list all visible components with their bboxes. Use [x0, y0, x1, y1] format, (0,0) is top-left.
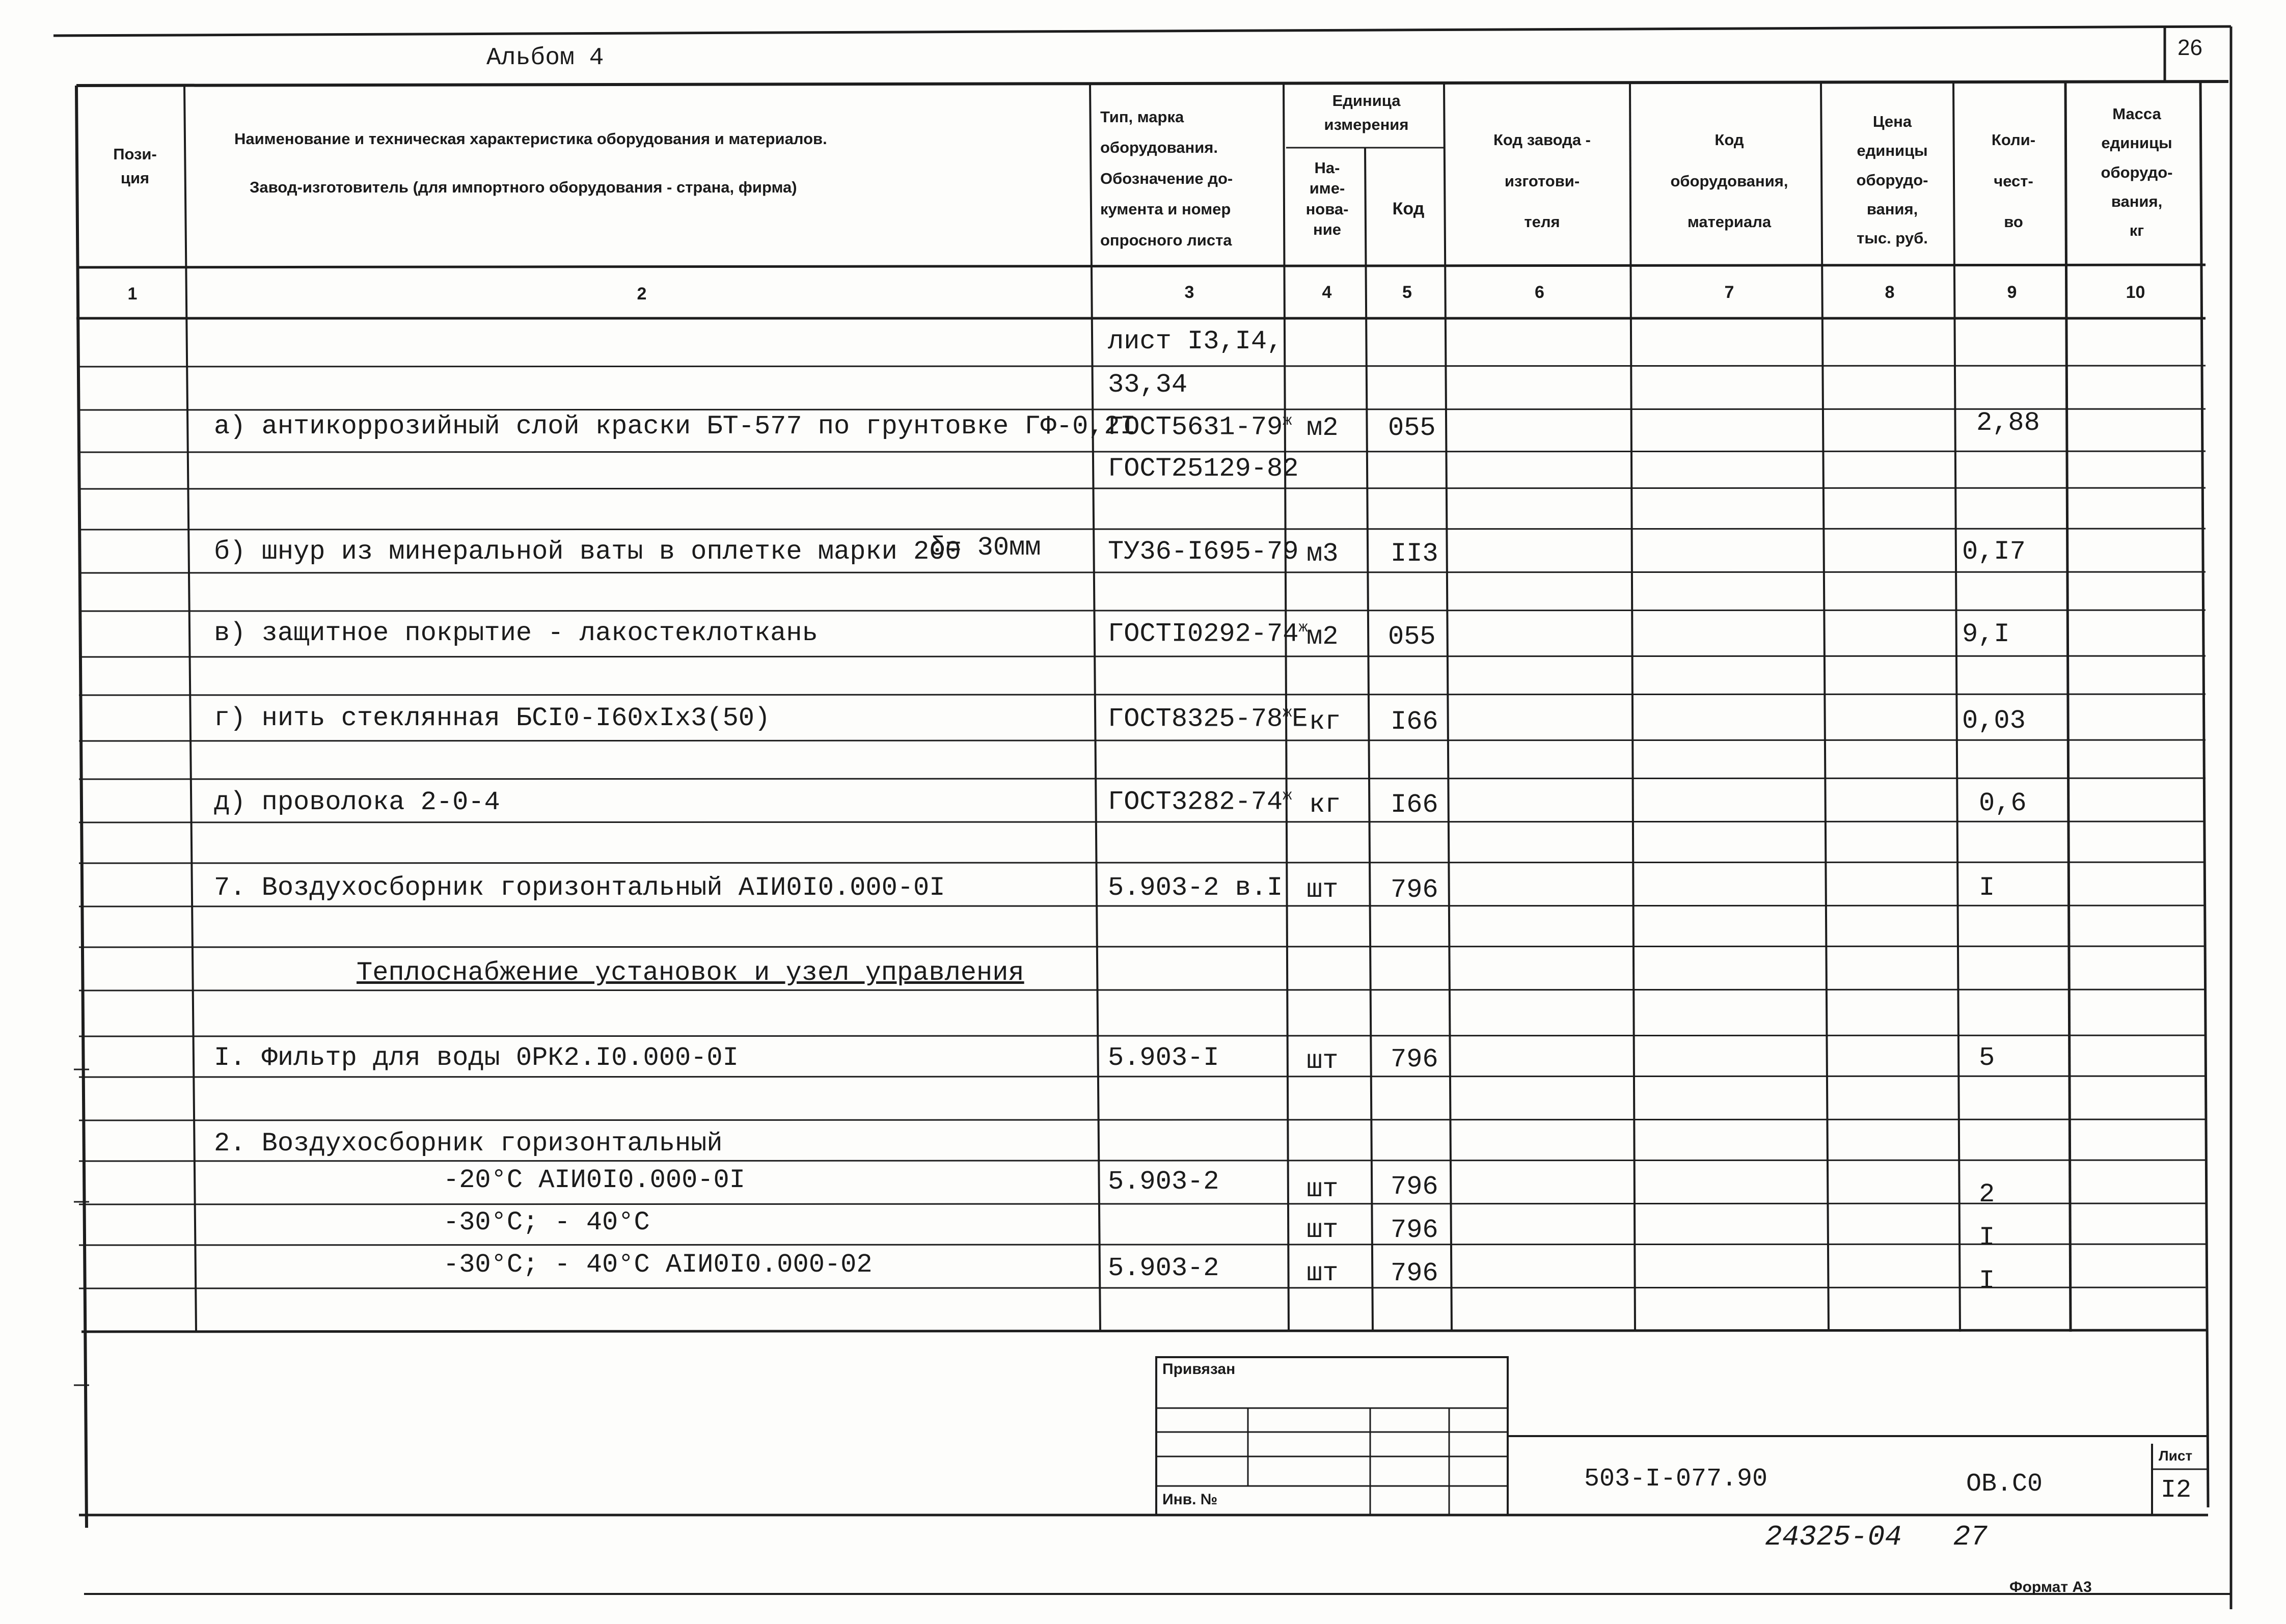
col-number: 1	[127, 284, 138, 304]
row-name: а) антикоррозийный слой краски БТ-577 по грунтовке ГФ-0,2I	[214, 411, 1136, 442]
row-name-extra: δ= 30мм	[930, 533, 1041, 563]
col-number: 2	[637, 284, 647, 304]
row-doc: ГОСТI0292-74	[1108, 619, 1299, 649]
row-unit: шт	[1307, 1174, 1339, 1204]
col-number: 8	[1885, 283, 1895, 302]
col-number: 5	[1402, 283, 1412, 302]
row-name: -30°С; - 40°С АIИ0I0.000-02	[443, 1250, 873, 1280]
row-qty: 0,6	[1979, 788, 2027, 818]
section-title: Теплоснабжение установок и узел управления	[357, 958, 1024, 988]
row-unit: шт	[1307, 1215, 1339, 1245]
row-name: г) нить стеклянная БСI0-I60хIх3(50)	[214, 703, 771, 733]
header-equipment-code: Код оборудования, материала	[1670, 131, 1788, 231]
stamp-mark: ОВ.С0	[1966, 1470, 2043, 1499]
row-doc: 5.903-2 в.I	[1108, 873, 1283, 903]
header-unit: Единица измерения	[1324, 92, 1409, 133]
row-doc: 5.903-I	[1108, 1043, 1219, 1073]
row-doc: лист I3,I4,	[1108, 326, 1283, 356]
row-qty: 9,I	[1962, 619, 2010, 649]
header-mass: Масса единицы оборудо- вания, кг	[2101, 105, 2173, 240]
header-position: Пози- ция	[113, 145, 157, 187]
row-qty: I	[1979, 1266, 1995, 1296]
row-qty: 0,03	[1962, 706, 2026, 736]
row-doc: 5.903-2	[1108, 1253, 1219, 1283]
row-doc-mark: ж	[1298, 619, 1308, 637]
row-code: 796	[1391, 1258, 1438, 1288]
row-qty: 2	[1979, 1179, 1995, 1209]
row-name: -30°С; - 40°С	[443, 1207, 650, 1237]
col-number: 3	[1184, 283, 1194, 302]
row-doc: ГОСТ8325-78	[1108, 704, 1283, 734]
header-unit-code: Код	[1392, 199, 1425, 218]
row-qty: 2,88	[1976, 408, 2040, 438]
row-unit: м2	[1307, 413, 1339, 443]
row-unit: шт	[1307, 875, 1339, 905]
row-name: -20°С АIИ0I0.000-0I	[443, 1165, 745, 1195]
stamp-inv-number: Инв. №	[1162, 1491, 1218, 1508]
row-doc-mark: ж	[1283, 704, 1292, 722]
header-type-document: Тип, марка оборудования. Обозначение до- кумента и номер опросного листа	[1100, 108, 1233, 249]
row-unit: кг	[1309, 707, 1341, 737]
row-code: 796	[1391, 875, 1438, 905]
row-unit: м2	[1307, 622, 1339, 652]
row-unit: шт	[1307, 1258, 1339, 1288]
col-number: 9	[2007, 283, 2017, 302]
header-price: Цена единицы оборудо- вания, тыс. руб.	[1856, 113, 1928, 247]
row-code: 796	[1391, 1044, 1438, 1075]
row-unit: шт	[1307, 1046, 1339, 1076]
row-name: в) защитное покрытие - лакостеклоткань	[214, 618, 818, 648]
row-unit: м3	[1307, 539, 1339, 569]
col-number: 10	[2126, 283, 2145, 302]
row-doc: ТУ36-I695-79	[1108, 537, 1299, 567]
album-label: Альбом 4	[486, 44, 604, 72]
row-code: I66	[1391, 707, 1438, 737]
row-unit: кг	[1309, 790, 1341, 820]
stamp-list-number: I2	[2161, 1476, 2192, 1505]
col-number: 4	[1322, 283, 1332, 302]
stamp-list-label: Лист	[2159, 1448, 2193, 1464]
row-name: б) шнур из минеральной ваты в оплетке марки 200	[214, 537, 961, 567]
header-name-line2: Завод-изготовитель (для импортного оборудования - страна, фирма)	[250, 178, 797, 196]
row-qty: 5	[1979, 1043, 1995, 1073]
row-qty: 0,I7	[1962, 537, 2026, 567]
row-code: 055	[1388, 622, 1436, 652]
row-name: I. Фильтр для воды 0РК2.I0.000-0I	[214, 1043, 739, 1073]
format-label: Формат А3	[2009, 1579, 2092, 1595]
row-doc: ГОСТ25129-82	[1108, 454, 1299, 484]
row-code: 796	[1391, 1172, 1438, 1202]
header-quantity: Коли- чест- во	[1991, 131, 2036, 231]
row-doc: 5.903-2	[1108, 1167, 1219, 1197]
row-doc-mark: ж	[1283, 787, 1292, 805]
row-doc: ГОСТ5631-79	[1108, 412, 1283, 443]
header-name-line1: Наименование и техническая характеристика оборудования и материалов.	[234, 130, 827, 148]
stamp-privyazan: Привязан	[1162, 1361, 1236, 1378]
row-code: II3	[1391, 539, 1438, 569]
header-unit-name: На- име- нова- ние	[1305, 159, 1349, 238]
row-code: 055	[1388, 413, 1436, 443]
sheet-number-top: 26	[2178, 35, 2202, 60]
row-qty: I	[1979, 873, 1995, 903]
col-number: 6	[1535, 283, 1544, 302]
stamp-designation: 503-I-077.90	[1584, 1465, 1768, 1494]
row-name: 2. Воздухосборник горизонтальный	[214, 1128, 723, 1159]
row-doc-mark: ж	[1283, 412, 1292, 430]
col-number: 7	[1724, 283, 1734, 302]
row-doc: ГОСТ3282-74	[1108, 787, 1283, 817]
row-name: 7. Воздухосборник горизонтальный АIИ0I0.000-0I	[214, 873, 945, 903]
row-qty: I	[1979, 1223, 1995, 1253]
stamp-bottom-number: 24325-04 27	[1765, 1521, 1988, 1553]
header-manufacturer-code: Код завода - изготови- теля	[1493, 131, 1591, 231]
row-name: д) проволока 2-0-4	[214, 787, 500, 817]
row-doc: 33,34	[1108, 370, 1188, 400]
row-code: 796	[1391, 1215, 1438, 1245]
row-code: I66	[1391, 790, 1438, 820]
row-doc-extra: Е	[1292, 704, 1308, 734]
